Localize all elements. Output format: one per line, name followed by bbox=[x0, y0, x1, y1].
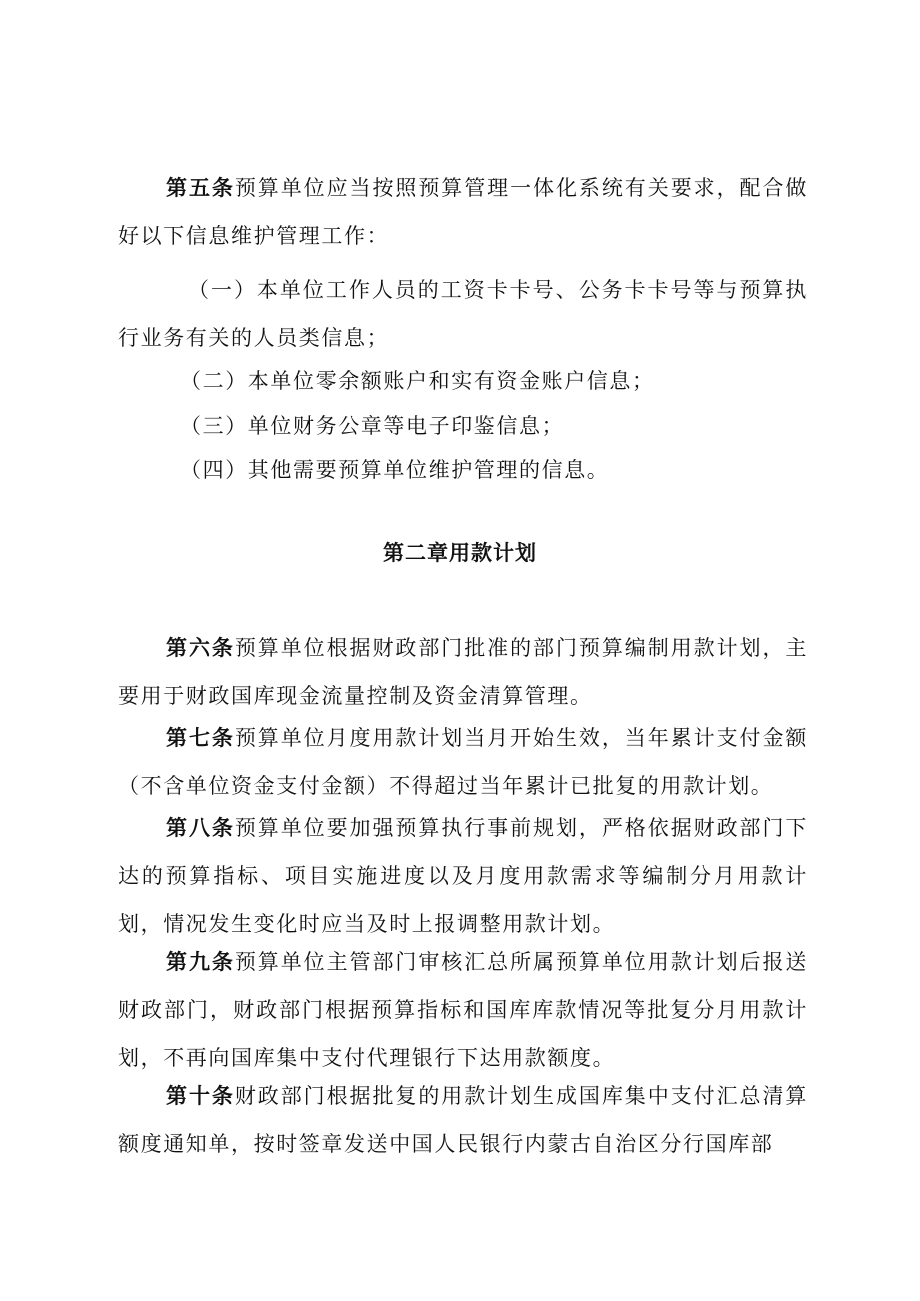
chapter-title: 第二章用款计划 bbox=[383, 541, 537, 565]
article-9-text: 预算单位主管部门审核汇总所属预算单位用款计划后报送财政部门，财政部门根据预算指标和国库库款情况等批复分月用款计划，不再向国库集中支付代理银行下达用款额度。 bbox=[118, 950, 808, 1070]
article-6-text: 预算单位根据财政部门批准的部门预算编制用款计划，主要用于财政国库现金流量控制及资金清算管理。 bbox=[118, 636, 808, 708]
item-3: （三）单位财务公章等电子印鉴信息； bbox=[180, 414, 565, 438]
article-7-text: 预算单位月度用款计划当月开始生效，当年累计支付金额（不含单位资金支付金额）不得超过当年累计已批复的用款计划。 bbox=[118, 726, 808, 798]
item-2: （二）本单位零余额账户和实有资金账户信息； bbox=[180, 369, 655, 393]
article-6-label: 第六条 bbox=[166, 636, 235, 660]
article-9 bbox=[118, 938, 808, 1082]
article-10-text: 财政部门根据批复的用款计划生成国库集中支付汇总清算额度通知单，按时签章发送中国人民银行内蒙古自治区分行国库部 bbox=[118, 1084, 808, 1156]
article-9-label: 第九条 bbox=[166, 950, 235, 974]
article-10 bbox=[118, 1072, 808, 1168]
article-8 bbox=[118, 804, 808, 948]
article-7 bbox=[118, 714, 808, 810]
article-5-label: 第五条 bbox=[166, 176, 235, 200]
article-8-text: 预算单位要加强预算执行事前规划，严格依据财政部门下达的预算指标、项目实施进度以及月度用款需求等编制分月用款计划，情况发生变化时应当及时上报调整用款计划。 bbox=[118, 816, 808, 936]
article-6 bbox=[118, 624, 808, 720]
item-1: （一）本单位工作人员的工资卡卡号、公务卡卡号等与预算执行业务有关的人员类信息； bbox=[118, 278, 808, 350]
article-5 bbox=[118, 164, 808, 260]
item-4: （四）其他需要预算单位维护管理的信息。 bbox=[180, 458, 610, 482]
article-7-label: 第七条 bbox=[166, 726, 235, 750]
article-10-label: 第十条 bbox=[166, 1084, 235, 1108]
article-8-label: 第八条 bbox=[166, 816, 235, 840]
article-5-text: 预算单位应当按照预算管理一体化系统有关要求，配合做好以下信息维护管理工作： bbox=[118, 176, 808, 248]
